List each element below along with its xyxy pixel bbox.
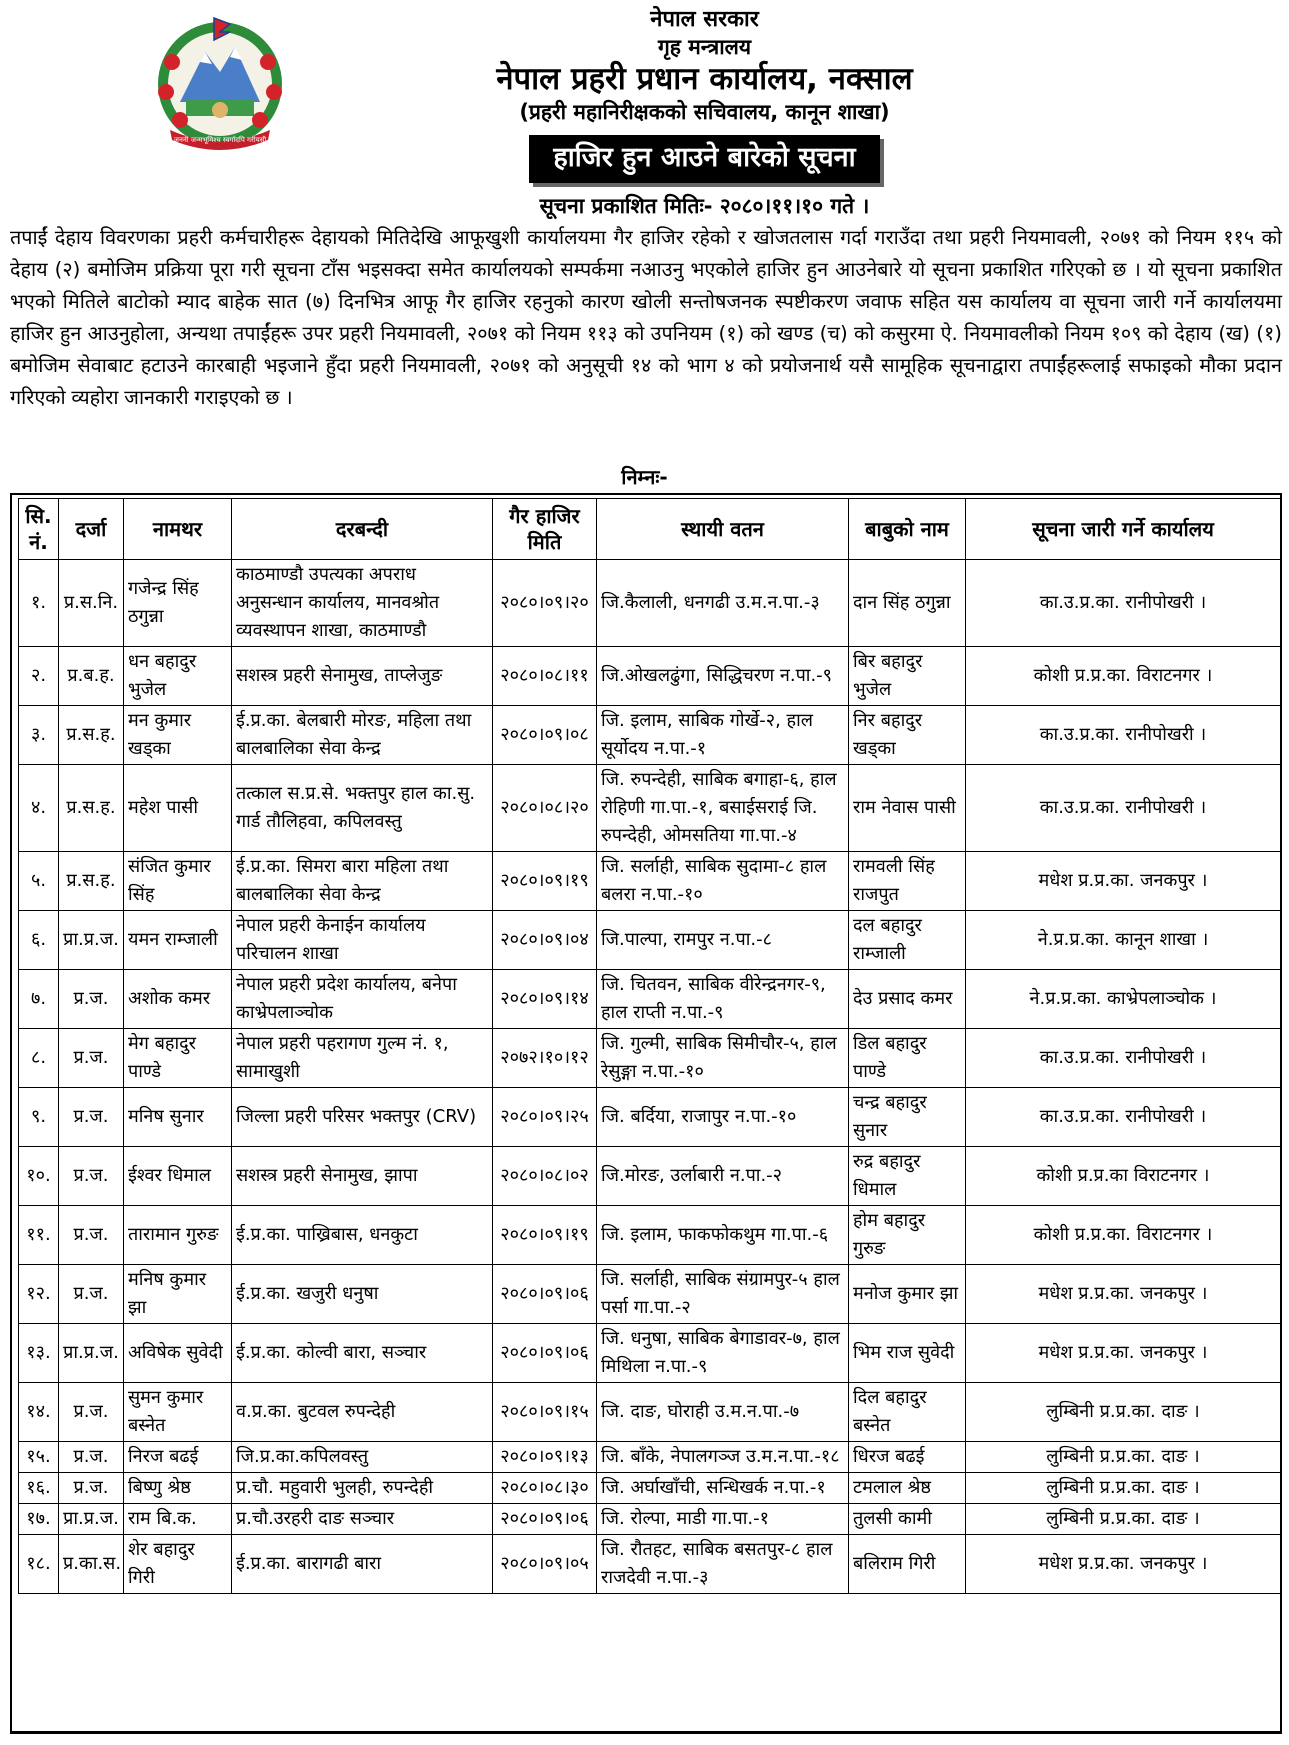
cell-father: रामवली सिंह राजपुत [849,852,966,911]
cell-office: मधेश प्र.प्र.का. जनकपुर । [966,1265,1281,1324]
cell-name: संजित कुमार सिंह [124,852,232,911]
cell-father: टमलाल श्रेष्ठ [849,1473,966,1504]
cell-father: मनोज कुमार झा [849,1265,966,1324]
cell-name: राम बि.क. [124,1504,232,1535]
cell-name: मनिष कुमार झा [124,1265,232,1324]
cell-father: राम नेवास पासी [849,765,966,852]
cell-address: जि. दाङ, घोराही उ.म.न.पा.-७ [597,1383,849,1442]
section-name: (प्रहरी महानिरीक्षकको सचिवालय, कानून शाखा) [519,99,890,124]
cell-address: जि. अर्घाखाँची, सन्धिखर्क न.पा.-१ [597,1473,849,1504]
cell-father: बलिराम गिरी [849,1535,966,1594]
cell-date: २०८०।०९।०६ [493,1324,597,1383]
cell-father: देउ प्रसाद कमर [849,970,966,1029]
cell-sn: ६. [19,911,59,970]
cell-sn: ५. [19,852,59,911]
cell-father: डिल बहादुर पाण्डे [849,1029,966,1088]
cell-posting: प्र.चौ. महुवारी भुलही, रुपन्देही [232,1473,493,1504]
cell-office: कोशी प्र.प्र.का. विराटनगर । [966,1206,1281,1265]
cell-posting: नेपाल प्रहरी केनाईन कार्यालय परिचालन शाखा [232,911,493,970]
cell-father: भिम राज सुवेदी [849,1324,966,1383]
cell-father: चन्द्र बहादुर सुनार [849,1088,966,1147]
cell-sn: २. [19,647,59,706]
cell-name: महेश पासी [124,765,232,852]
table-row [19,911,1281,970]
table-row [19,1265,1281,1324]
cell-sn: १. [19,560,59,647]
column-header: दरबन्दी [232,499,493,560]
published-date: सूचना प्रकाशित मितिः- २०८०।११।१० गते । [539,193,870,218]
table-row [19,560,1281,647]
cell-posting: ई.प्र.का. बेलबारी मोरङ, महिला तथा बालबालिका सेवा केन्द्र [232,706,493,765]
cell-address: जि. बर्दिया, राजापुर न.पा.-१० [597,1088,849,1147]
cell-sn: १०. [19,1147,59,1206]
cell-address: जि. चितवन, साबिक वीरेन्द्रनगर-९, हाल राप्ती न.पा.-९ [597,970,849,1029]
cell-posting: ई.प्र.का. खजुरी धनुषा [232,1265,493,1324]
cell-rank: प्र.ज. [59,1473,124,1504]
cell-rank: प्र.स.नि. [59,560,124,647]
column-header: गैर हाजिर मिति [493,499,597,560]
cell-name: सुमन कुमार बस्नेत [124,1383,232,1442]
cell-name: यमन राम्जाली [124,911,232,970]
table-row [19,1504,1281,1535]
cell-posting: जि.प्र.का.कपिलवस्तु [232,1442,493,1473]
cell-sn: १३. [19,1324,59,1383]
cell-sn: ८. [19,1029,59,1088]
cell-posting: सशस्त्र प्रहरी सेनामुख, झापा [232,1147,493,1206]
table-row [19,970,1281,1029]
cell-office: का.उ.प्र.का. रानीपोखरी । [966,560,1281,647]
cell-rank: प्र.ज. [59,1206,124,1265]
absentee-table [18,498,1281,1594]
cell-office: का.उ.प्र.का. रानीपोखरी । [966,706,1281,765]
table-row [19,765,1281,852]
cell-sn: १८. [19,1535,59,1594]
cell-date: २०८०।०९।०६ [493,1504,597,1535]
cell-sn: १६. [19,1473,59,1504]
cell-name: शेर बहादुर गिरी [124,1535,232,1594]
table-row [19,647,1281,706]
cell-posting: तत्काल स.प्र.से. भक्तपुर हाल का.सु. गार्ड तौलिहवा, कपिलवस्तु [232,765,493,852]
table-row [19,852,1281,911]
cell-date: २०८०।०९।१९ [493,1206,597,1265]
cell-date: २०८०।०९।१४ [493,970,597,1029]
cell-rank: प्र.ज. [59,1029,124,1088]
table-row [19,1383,1281,1442]
cell-sn: १४. [19,1383,59,1442]
cell-posting: जिल्ला प्रहरी परिसर भक्तपुर (CRV) [232,1088,493,1147]
cell-office: मधेश प्र.प्र.का. जनकपुर । [966,1535,1281,1594]
cell-address: जि. सर्लाही, साबिक संग्रामपुर-५ हाल पर्सा गा.पा.-२ [597,1265,849,1324]
cell-address: जि. गुल्मी, साबिक सिमीचौर-५, हाल रेसुङ्गा न.पा.-१० [597,1029,849,1088]
column-header: सि. नं. [19,499,59,560]
cell-father: बिर बहादुर भुजेल [849,647,966,706]
cell-office: लुम्बिनी प्र.प्र.का. दाङ । [966,1473,1281,1504]
cell-office: कोशी प्र.प्र.का विराटनगर । [966,1147,1281,1206]
cell-posting: नेपाल प्रहरी प्रदेश कार्यालय, बनेपा काभ्रेपलाञ्चोक [232,970,493,1029]
cell-father: दान सिंह ठगुन्ना [849,560,966,647]
table-row [19,1324,1281,1383]
cell-posting: ई.प्र.का. बारागढी बारा [232,1535,493,1594]
cell-father: धिरज बढई [849,1442,966,1473]
cell-address: जि. इलाम, फाकफोकथुम गा.पा.-६ [597,1206,849,1265]
table-header-row [19,499,1281,560]
cell-address: जि. बाँके, नेपालगञ्ज उ.म.न.पा.-१८ [597,1442,849,1473]
cell-posting: नेपाल प्रहरी पहरागण गुल्म नं. १, सामाखुशी [232,1029,493,1088]
table-row [19,1473,1281,1504]
cell-address: जि.कैलाली, धनगढी उ.म.न.पा.-३ [597,560,849,647]
cell-name: मन कुमार खड्का [124,706,232,765]
cell-father: होम बहादुर गुरुङ [849,1206,966,1265]
column-header: नामथर [124,499,232,560]
government-name: नेपाल सरकार [650,7,759,32]
cell-sn: १७. [19,1504,59,1535]
cell-date: २०८०।०९।१५ [493,1383,597,1442]
cell-date: २०८०।०८।०२ [493,1147,597,1206]
cell-posting: ई.प्र.का. कोल्वी बारा, सञ्चार [232,1324,493,1383]
cell-office: मधेश प्र.प्र.का. जनकपुर । [966,852,1281,911]
cell-name: धन बहादुर भुजेल [124,647,232,706]
cell-office: का.उ.प्र.का. रानीपोखरी । [966,1029,1281,1088]
letterhead [0,0,1289,218]
column-header: बाबुको नाम [849,499,966,560]
cell-posting: व.प्र.का. बुटवल रुपन्देही [232,1383,493,1442]
table-row [19,1442,1281,1473]
cell-rank: प्रा.प्र.ज. [59,1504,124,1535]
cell-rank: प्र.ज. [59,1265,124,1324]
notice-body: तपाईं देहाय विवरणका प्रहरी कर्मचारीहरू देहायको मितिदेखि आफूखुशी कार्यालयमा गैर हाजिर रहेको र खोजतलास गर्दा गराउँदा तथा प्रहरी नियमावली, २०७१ को नियम ११५ को देहाय (२) बमोजिम प्रक्रिया पूरा गरी सूचना टाँस भइसक्दा समेत कार्यालयको सम्पर्कमा नआउनु भएकोले हाजिर हुन आउनेबारे यो सूचना प्रकाशित गरिएको छ । यो सूचना प्रकाशित भएको मितिले बाटोको म्याद बाहेक सात (७) दिनभित्र आफू गैर हाजिर रहनुको कारण खोली सन्तोषजनक स्पष्टीकरण जवाफ सहित यस कार्यालय वा सूचना जारी गर्ने कार्यालयमा हाजिर हुन आउनुहोला, अन्यथा तपाईंहरू उपर प्रहरी नियमावली, २०७१ को नियम ११३ को उपनियम (१) को खण्ड (च) को कसुरमा ऐ. नियमावलीको नियम १०९ को देहाय (ख) (१) बमोजिम सेवाबाट हटाउने कारबाही भइजाने हुँदा प्रहरी नियमावली, २०७१ को अनुसूची १४ को भाग ४ को प्रयोजनार्थ यसै सामूहिक सूचनाद्वारा तपाईंहरूलाई सफाइको मौका प्रदान गरिएको व्यहोरा जानकारी गराइएको छ । [10,226,1282,409]
cell-rank: प्र.ज. [59,1088,124,1147]
cell-rank: प्रा.प्र.ज. [59,911,124,970]
cell-office: कोशी प्र.प्र.का. विराटनगर । [966,647,1281,706]
table-row [19,1029,1281,1088]
cell-posting: काठमाण्डौ उपत्यका अपराध अनुसन्धान कार्यालय, मानवश्रोत व्यवस्थापन शाखा, काठमाण्डौ [232,560,493,647]
cell-rank: प्र.स.ह. [59,852,124,911]
cell-father: दल बहादुर राम्जाली [849,911,966,970]
table-row [19,706,1281,765]
cell-rank: प्र.स.ह. [59,765,124,852]
cell-sn: ३. [19,706,59,765]
cell-father: निर बहादुर खड्का [849,706,966,765]
cell-name: मनिष सुनार [124,1088,232,1147]
cell-date: २०८०।०९।०५ [493,1535,597,1594]
cell-office: ने.प्र.प्र.का. काभ्रेपलाञ्चोक । [966,970,1281,1029]
cell-rank: प्र.ज. [59,1147,124,1206]
list-heading: निम्नः- [621,465,668,489]
cell-sn: १२. [19,1265,59,1324]
column-header: सूचना जारी गर्ने कार्यालय [966,499,1281,560]
cell-rank: प्र.स.ह. [59,706,124,765]
cell-date: २०८०।०९।१९ [493,852,597,911]
cell-address: जि. रोल्पा, माडी गा.पा.-१ [597,1504,849,1535]
cell-date: २०८०।०८।२० [493,765,597,852]
cell-address: जि.ओखलढुंगा, सिद्धिचरण न.पा.-९ [597,647,849,706]
cell-name: बिष्णु श्रेष्ठ [124,1473,232,1504]
ministry-name: गृह मन्त्रालय [657,34,752,59]
bottom-rule [10,1733,1282,1734]
cell-office: का.उ.प्र.का. रानीपोखरी । [966,1088,1281,1147]
cell-name: तारामान गुरुङ [124,1206,232,1265]
cell-name: अशोक कमर [124,970,232,1029]
cell-office: लुम्बिनी प्र.प्र.का. दाङ । [966,1383,1281,1442]
table-body [19,560,1281,1594]
cell-sn: ११. [19,1206,59,1265]
cell-posting: प्र.चौ.उरहरी दाङ सञ्चार [232,1504,493,1535]
cell-father: तुलसी कामी [849,1504,966,1535]
cell-rank: प्रा.प्र.ज. [59,1324,124,1383]
cell-sn: ७. [19,970,59,1029]
cell-rank: प्र.ज. [59,1442,124,1473]
cell-office: लुम्बिनी प्र.प्र.का. दाङ । [966,1442,1281,1473]
cell-posting: ई.प्र.का. पाख्रिबास, धनकुटा [232,1206,493,1265]
table-row [19,1535,1281,1594]
cell-rank: प्र.ब.ह. [59,647,124,706]
cell-office: ने.प्र.प्र.का. कानून शाखा । [966,911,1281,970]
cell-date: २०८०।०९।२० [493,560,597,647]
cell-name: मेग बहादुर पाण्डे [124,1029,232,1088]
cell-rank: प्र.का.स. [59,1535,124,1594]
cell-address: जि. रौतहट, साबिक बसतपुर-८ हाल राजदेवी न.पा.-३ [597,1535,849,1594]
office-name: नेपाल प्रहरी प्रधान कार्यालय, नक्साल [496,60,913,97]
cell-date: २०८०।०८।३० [493,1473,597,1504]
cell-office: लुम्बिनी प्र.प्र.का. दाङ । [966,1504,1281,1535]
column-header: स्थायी वतन [597,499,849,560]
cell-date: २०८०।०९।०८ [493,706,597,765]
cell-date: २०८०।०९।०४ [493,911,597,970]
cell-name: गजेन्द्र सिंह ठगुन्ना [124,560,232,647]
cell-name: ईश्वर धिमाल [124,1147,232,1206]
cell-name: अविषेक सुवेदी [124,1324,232,1383]
notice-title: हाजिर हुन आउने बारेको सूचना [529,135,879,183]
table-row [19,1088,1281,1147]
cell-name: निरज बढई [124,1442,232,1473]
cell-date: २०८०।०९।०६ [493,1265,597,1324]
cell-office: मधेश प्र.प्र.का. जनकपुर । [966,1324,1281,1383]
cell-address: जि. रुपन्देही, साबिक बगाहा-६, हाल रोहिणी गा.पा.-१, बसाईसराई जि. रुपन्देही, ओमसतिया गा.पा.-४ [597,765,849,852]
cell-father: रुद्र बहादुर धिमाल [849,1147,966,1206]
table-row [19,1206,1281,1265]
emblem-motto: जननी जन्मभूमिश्च स्वर्गादपि गरीयसी [173,136,267,144]
cell-address: जि. इलाम, साबिक गोर्खे-२, हाल सूर्योदय न.पा.-१ [597,706,849,765]
cell-sn: १५. [19,1442,59,1473]
cell-date: २०८०।०९।१३ [493,1442,597,1473]
table-row [19,1147,1281,1206]
cell-father: दिल बहादुर बस्नेत [849,1383,966,1442]
cell-posting: ई.प्र.का. सिमरा बारा महिला तथा बालबालिका सेवा केन्द्र [232,852,493,911]
cell-date: २०८०।०९।२५ [493,1088,597,1147]
cell-address: जि. सर्लाही, साबिक सुदामा-८ हाल बलरा न.पा.-१० [597,852,849,911]
column-header: दर्जा [59,499,124,560]
cell-address: जि.मोरङ, उर्लाबारी न.पा.-२ [597,1147,849,1206]
cell-rank: प्र.ज. [59,970,124,1029]
cell-date: २०७२।१०।१२ [493,1029,597,1088]
cell-address: जि.पाल्पा, रामपुर न.पा.-८ [597,911,849,970]
cell-date: २०८०।०८।११ [493,647,597,706]
cell-sn: ४. [19,765,59,852]
cell-address: जि. धनुषा, साबिक बेगाडावर-७, हाल मिथिला न.पा.-९ [597,1324,849,1383]
cell-sn: ९. [19,1088,59,1147]
cell-office: का.उ.प्र.का. रानीपोखरी । [966,765,1281,852]
cell-rank: प्र.ज. [59,1383,124,1442]
cell-posting: सशस्त्र प्रहरी सेनामुख, ताप्लेजुङ [232,647,493,706]
